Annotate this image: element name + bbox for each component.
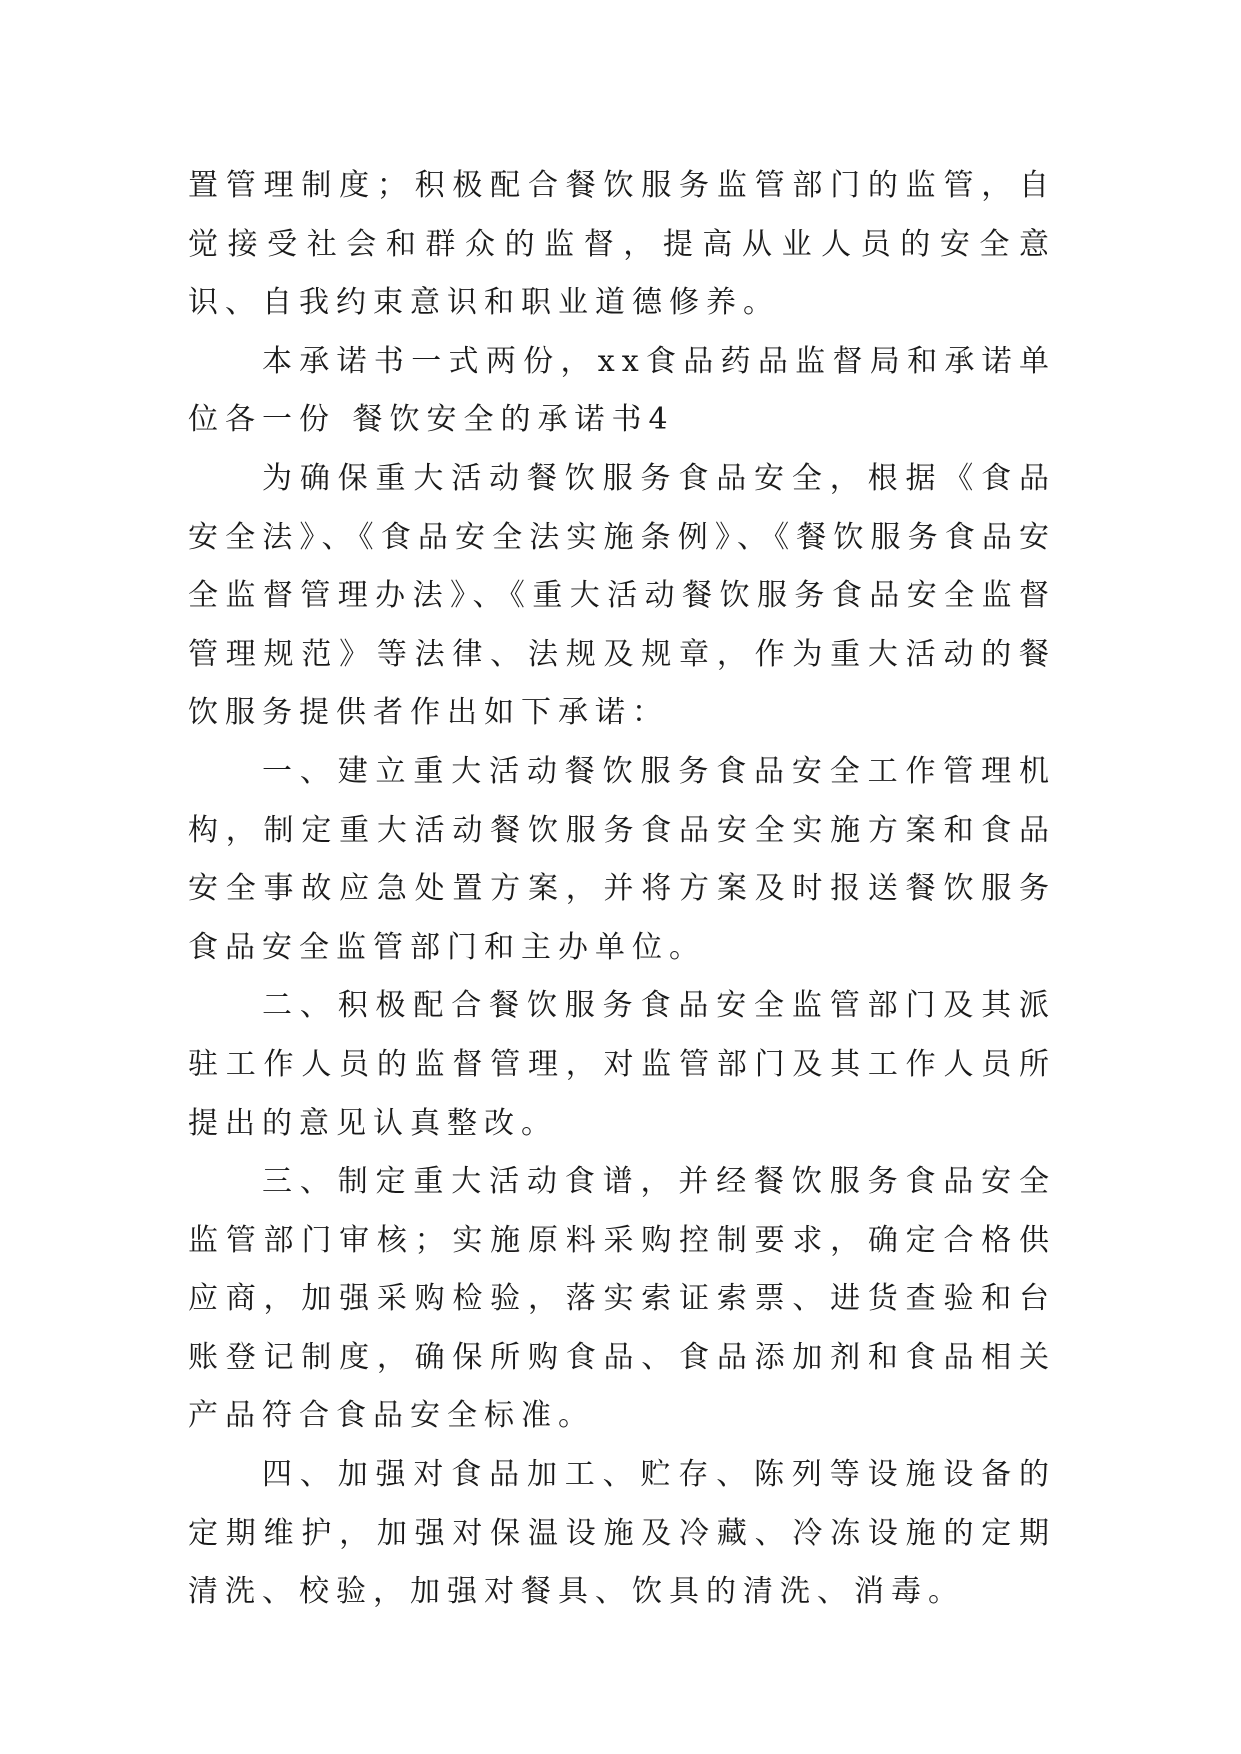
paragraph-intro: 为确保重大活动餐饮服务食品安全，根据《食品安全法》、《食品安全法实施条例》、《餐饮服务食品安全监督管理办法》、《重大活动餐饮服务食品安全监督管理规范》等法律、法规及规章，作为重大活动的餐饮服务提供者作出如下承诺： [188, 460, 1056, 731]
paragraph-copies-note: 本承诺书一式两份，xx食品药品监督局和承诺单位各一份 餐饮安全的承诺书4 [188, 343, 1056, 438]
paragraph-continuation: 置管理制度；积极配合餐饮服务监管部门的监管，自觉接受社会和群众的监督，提高从业人员的安全意识、自我约束意识和职业道德修养。 [188, 168, 1056, 321]
paragraph-item-3: 三、制定重大活动食谱，并经餐饮服务食品安全监管部门审核；实施原料采购控制要求，确定合格供应商，加强采购检验，落实索证索票、进货查验和台账登记制度，确保所购食品、食品添加剂和食品相关产品符合食品安全标准。 [188, 1164, 1056, 1434]
paragraph-item-1: 一、建立重大活动餐饮服务食品安全工作管理机构，制定重大活动餐饮服务食品安全实施方案和食品安全事故应急处置方案，并将方案及时报送餐饮服务食品安全监管部门和主办单位。 [188, 753, 1056, 965]
paragraph-item-4: 四、加强对食品加工、贮存、陈列等设施设备的定期维护，加强对保温设施及冷藏、冷冻设施的定期清洗、校验，加强对餐具、饮具的清洗、消毒。 [188, 1457, 1056, 1610]
paragraph-item-2: 二、积极配合餐饮服务食品安全监管部门及其派驻工作人员的监督管理，对监管部门及其工作人员所提出的意见认真整改。 [188, 988, 1056, 1141]
document-body [188, 157, 1056, 1622]
